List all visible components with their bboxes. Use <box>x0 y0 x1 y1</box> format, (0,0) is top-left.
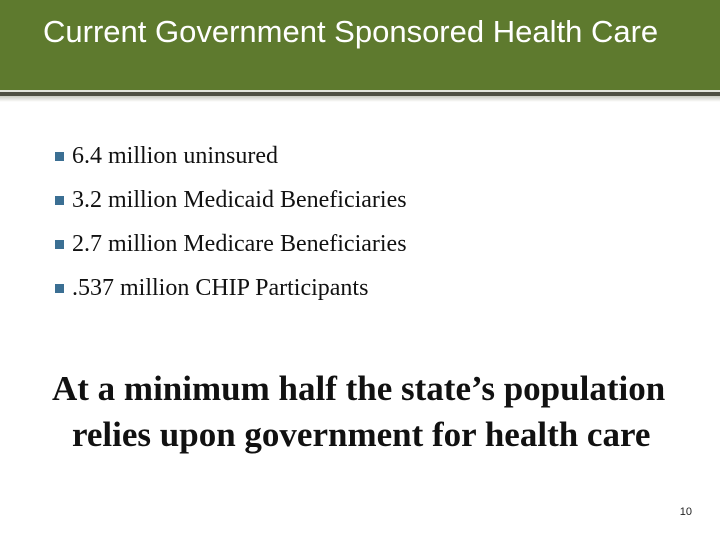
summary-statement: At a minimum half the state’s population relies upon government for health care <box>52 369 666 454</box>
square-bullet-icon <box>55 240 64 249</box>
slide-title: Current Government Sponsored Health Care <box>43 14 659 49</box>
square-bullet-icon <box>55 152 64 161</box>
square-bullet-icon <box>55 196 64 205</box>
title-divider <box>0 90 720 102</box>
title-bar <box>0 0 720 90</box>
bullet-text: 3.2 million Medicaid Beneficiaries <box>72 187 407 213</box>
bullet-text: 2.7 million Medicare Beneficiaries <box>72 231 407 257</box>
bullet-text: .537 million CHIP Participants <box>72 275 369 301</box>
bullet-text: 6.4 million uninsured <box>72 143 278 169</box>
page-number: 10 <box>679 506 692 518</box>
square-bullet-icon <box>55 284 64 293</box>
